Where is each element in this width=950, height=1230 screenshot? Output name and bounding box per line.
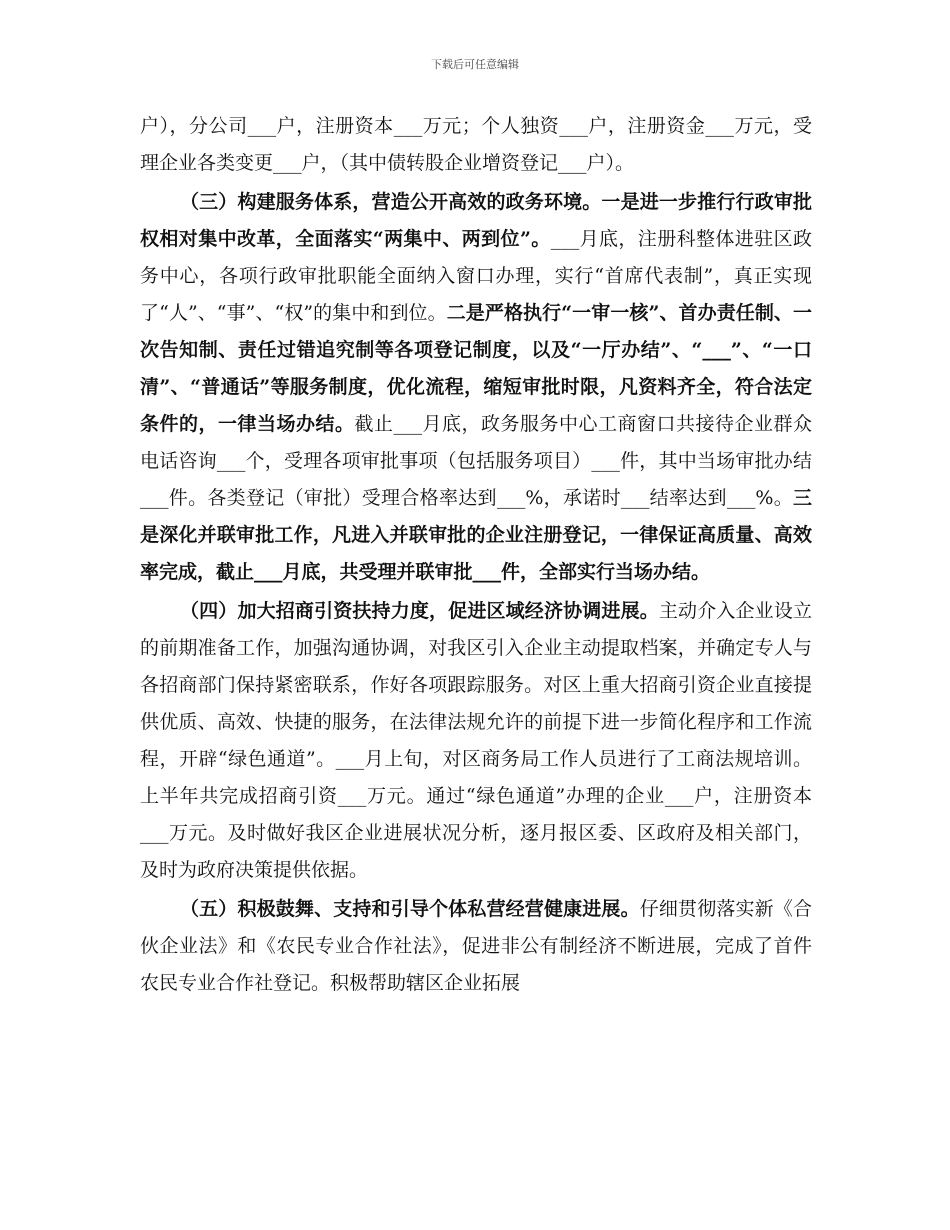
bold-text-run: 三是深化并联审批工作，凡进入并联审批的企业注册登记，一律保证高质量、高效率完成，截止___月底，共受理并联审批___件，全部实行当场办结。 <box>140 487 812 583</box>
text-run: 户），分公司___户，注册资本___万元；个人独资___户，注册资金___万元，受理企业各类变更___户，（其中债转股企业增资登记___户）。 <box>140 115 812 174</box>
paragraph-section-4 <box>140 593 812 889</box>
section-heading: （五）积极鼓舞、支持和引导个体私营经营健康进展。 <box>180 898 640 920</box>
text-run: ___月底，注册科整体进驻区政务中心，各项行政审批职能全面纳入窗口办理，实行“首席代表制”，真正实现了“人”、“事”、“权”的集中和到位。 <box>140 228 812 324</box>
bold-text-run: 二是严格执行“一审一核”、首办责任制、一次告知制、责任过错追究制等各项登记制度，以及“一厅办结”、“___”、“一口清”、“普通话”等服务制度，优化流程，缩短审批时限，凡资料齐全，符合法定条件的，一律当场办结。 <box>140 302 813 435</box>
paragraph-section-3 <box>140 184 812 591</box>
paragraph-section-5 <box>140 891 812 1002</box>
paragraph-continuation <box>140 108 812 182</box>
text-run: 主动介入企业设立的前期准备工作，加强沟通协调，对我区引入企业主动提取档案，并确定专人与各招商部门保持紧密联系，作好各项跟踪服务。对区上重大招商引资企业直接提供优质、高效、快捷的服务，在法律法规允许的前提下进一步简化程序和工作流程，开辟“绿色通道”。___月上旬，对区商务局工作人员进行了工商法规培训。上半年共完成招商引资___万元。通过“绿色通道”办理的企业___户，注册资本___万元。及时做好我区企业进展状况分析，逐月报区委、区政府及相关部门，及时为政府决策提供依据。 <box>140 600 812 881</box>
document-body <box>140 108 812 1002</box>
section-heading: （四）加大招商引资扶持力度，促进区域经济协调进展。 <box>180 600 659 622</box>
text-run: 仔细贯彻落实新《合伙企业法》和《农民专业合作社法》，促进非公有制经济不断进展，完成了首件农民专业合作社登记。积极帮助辖区企业拓展 <box>140 898 812 994</box>
text-run: 截止___月底，政务服务中心工商窗口共接待企业群众电话咨询___个，受理各项审批事项（包括服务项目）___件，其中当场审批办结___件。各类登记（审批）受理合格率达到___%，承诺时___结率达到___%。 <box>140 413 812 509</box>
section-heading: （三）构建服务体系，营造公开高效的政务环境。一是进一步推行行政审批权相对集中改革，全面落实“两集中、两到位”。 <box>140 191 812 250</box>
page-header: 下载后可任意编辑 <box>431 58 519 71</box>
